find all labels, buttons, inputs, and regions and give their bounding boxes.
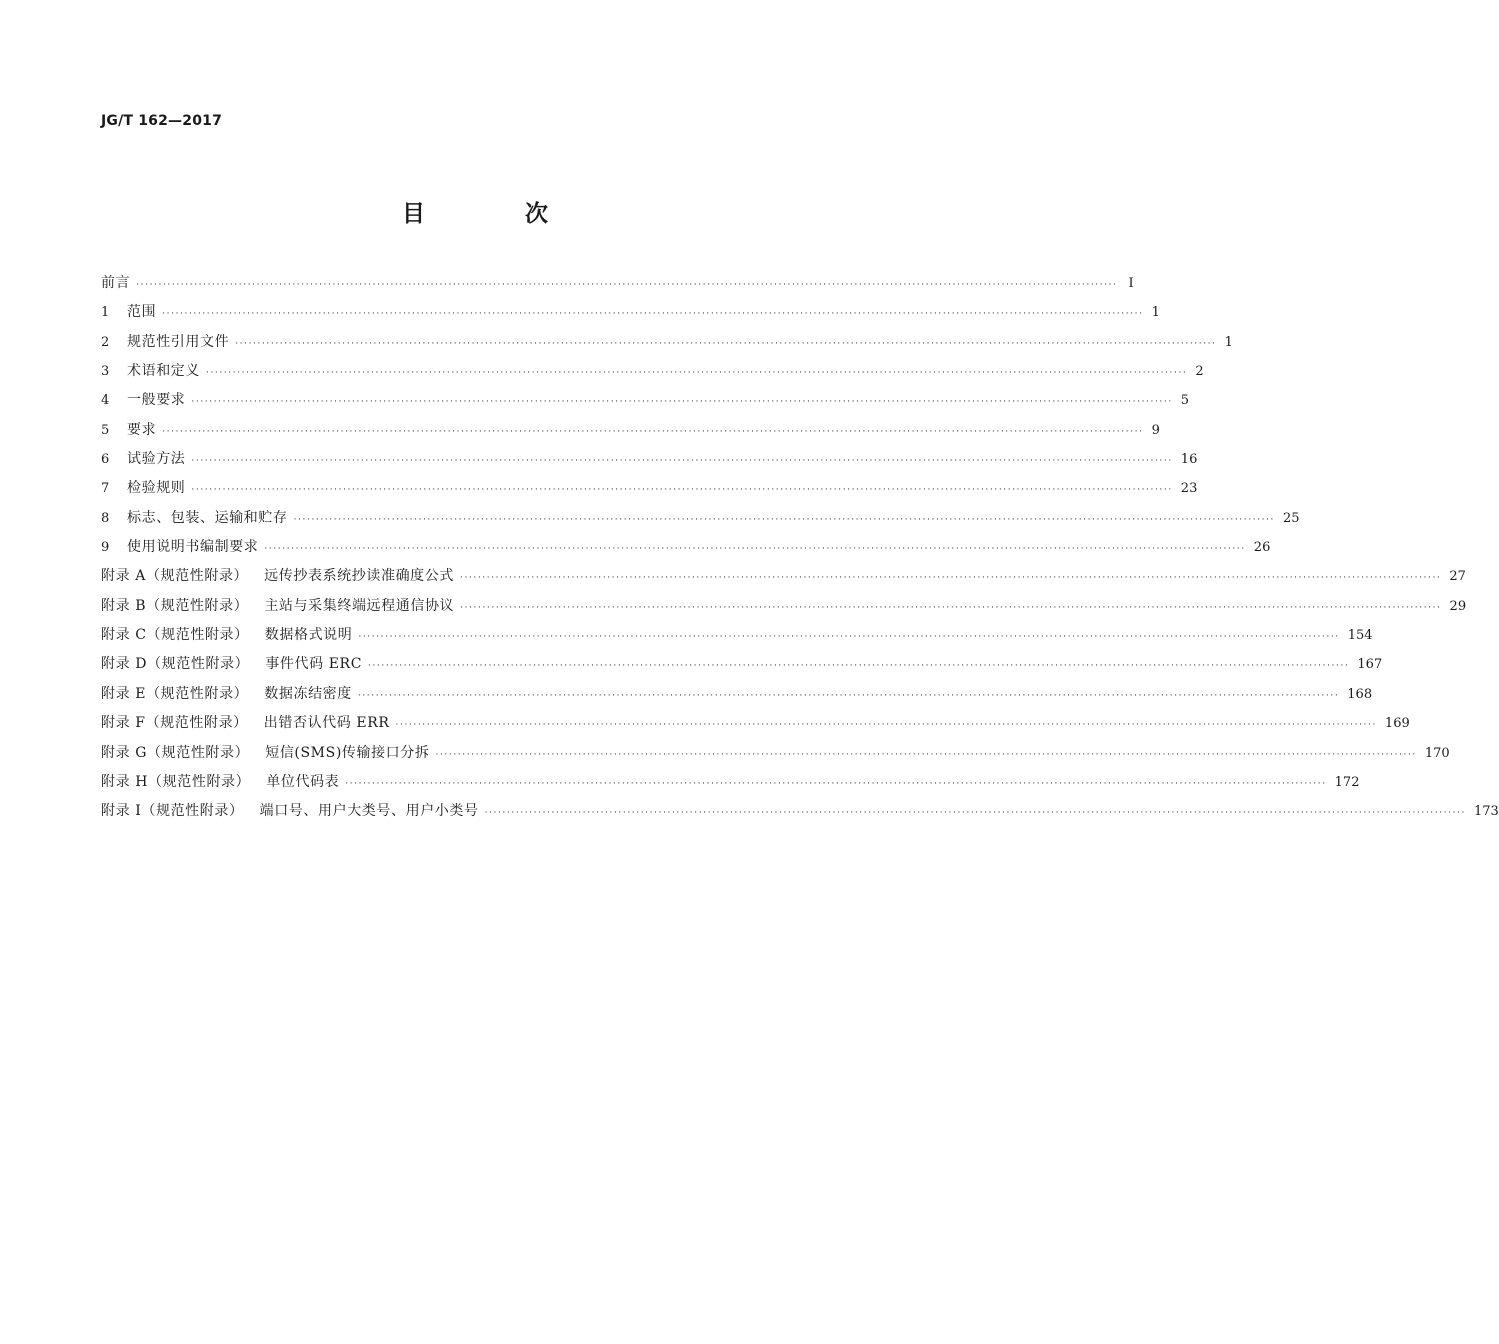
toc-entry-number: 5 bbox=[101, 422, 110, 438]
document-code: JG/T 162—2017 bbox=[101, 113, 223, 129]
toc-entry[interactable] bbox=[101, 448, 1198, 477]
toc-entry[interactable] bbox=[101, 536, 1271, 565]
toc-entry-label: 附录 G（规范性附录） bbox=[101, 744, 250, 761]
toc-dot-leader: ···························································································································································································································· bbox=[235, 338, 1217, 349]
toc-dot-leader: ···························································································································································································································· bbox=[136, 280, 1118, 290]
toc-entry-page-number: 168 bbox=[1347, 686, 1373, 702]
toc-entry[interactable] bbox=[101, 389, 1190, 418]
toc-entry-label: 检验规则 bbox=[127, 480, 186, 497]
toc-entry-page-number: 5 bbox=[1180, 393, 1190, 409]
toc-entry[interactable] bbox=[101, 477, 1198, 506]
toc-entry-appendix-title: 远传抄表系统抄读准确度公式 bbox=[264, 568, 454, 585]
toc-dot-leader: ···························································································································································································································· bbox=[162, 426, 1144, 437]
toc-entry[interactable] bbox=[101, 653, 1383, 682]
toc-dot-leader: ···························································································································································································································· bbox=[460, 602, 1442, 613]
toc-entry-number: 7 bbox=[101, 481, 110, 497]
toc-entry-number: 1 bbox=[101, 305, 110, 321]
toc-entry-page-number: 25 bbox=[1283, 510, 1300, 526]
toc-entry-label: 附录 E（规范性附录） bbox=[101, 685, 249, 702]
toc-entry-page-number: 172 bbox=[1334, 774, 1360, 790]
toc-entry[interactable] bbox=[101, 507, 1300, 536]
toc-entry-page-number: 169 bbox=[1384, 716, 1410, 732]
toc-entry-label: 使用说明书编制要求 bbox=[127, 539, 259, 556]
toc-dot-leader: ···························································································································································································································· bbox=[162, 309, 1144, 320]
toc-entry-number: 6 bbox=[101, 452, 110, 468]
toc-entry[interactable] bbox=[101, 301, 1160, 330]
toc-entry[interactable] bbox=[101, 595, 1467, 624]
toc-entry-page-number: Ⅰ bbox=[1128, 276, 1134, 291]
toc-entry[interactable] bbox=[101, 683, 1373, 712]
toc-dot-leader: ···························································································································································································································· bbox=[191, 485, 1173, 496]
toc-dot-leader: ···························································································································································································································· bbox=[357, 690, 1340, 701]
toc-entry[interactable] bbox=[101, 712, 1410, 741]
toc-entry[interactable] bbox=[101, 624, 1373, 653]
toc-entry[interactable] bbox=[101, 360, 1204, 389]
toc-entry-number: 8 bbox=[101, 510, 110, 526]
table-of-contents bbox=[101, 272, 1499, 830]
toc-entry-page-number: 9 bbox=[1151, 422, 1160, 438]
toc-entry-appendix-title: 事件代码 ERC bbox=[265, 656, 363, 673]
toc-entry-label: 附录 D（规范性附录） bbox=[101, 656, 250, 673]
toc-entry-appendix-title: 端口号、用户大类号、用户小类号 bbox=[259, 803, 479, 820]
toc-dot-leader: ···························································································································································································································· bbox=[459, 573, 1442, 584]
toc-entry-label: 附录 B（规范性附录） bbox=[101, 597, 249, 614]
toc-entry[interactable] bbox=[101, 742, 1450, 771]
toc-dot-leader: ···························································································································································································································· bbox=[368, 661, 1350, 672]
toc-entry-number: 9 bbox=[101, 540, 110, 556]
toc-entry-page-number: 29 bbox=[1449, 598, 1467, 614]
toc-entry-label: 附录 F（规范性附录） bbox=[101, 715, 248, 732]
toc-entry-page-number: 154 bbox=[1347, 628, 1373, 644]
toc-entry[interactable] bbox=[101, 800, 1499, 829]
toc-entry-page-number: 23 bbox=[1180, 481, 1198, 497]
toc-entry-number: 4 bbox=[101, 393, 110, 409]
toc-entry-number: 2 bbox=[101, 334, 110, 350]
toc-entry-page-number: 167 bbox=[1357, 657, 1383, 673]
toc-entry-appendix-title: 单位代码表 bbox=[266, 773, 340, 790]
toc-entry-page-number: 27 bbox=[1449, 569, 1466, 585]
toc-entry[interactable] bbox=[101, 771, 1360, 800]
toc-dot-leader: ···························································································································································································································· bbox=[345, 778, 1327, 789]
page-title: 目 次 bbox=[401, 201, 594, 227]
toc-dot-leader: ···························································································································································································································· bbox=[435, 749, 1417, 760]
toc-dot-leader: ···························································································································································································································· bbox=[358, 632, 1340, 643]
toc-dot-leader: ···························································································································································································································· bbox=[484, 808, 1466, 819]
toc-entry[interactable] bbox=[101, 565, 1466, 594]
toc-entry-label: 一般要求 bbox=[127, 392, 186, 409]
toc-entry-appendix-title: 数据格式说明 bbox=[264, 627, 353, 644]
toc-entry-label: 要求 bbox=[127, 421, 157, 438]
toc-entry-page-number: 1 bbox=[1224, 334, 1233, 350]
toc-dot-leader: ···························································································································································································································· bbox=[191, 397, 1173, 408]
toc-entry-page-number: 26 bbox=[1253, 540, 1271, 556]
toc-dot-leader: ···························································································································································································································· bbox=[264, 544, 1246, 555]
toc-entry-label: 附录 I（规范性附录） bbox=[101, 803, 244, 820]
toc-entry-label: 术语和定义 bbox=[127, 363, 200, 380]
toc-entry[interactable] bbox=[101, 331, 1233, 360]
toc-dot-leader: ···························································································································································································································· bbox=[293, 514, 1275, 525]
toc-entry-label: 试验方法 bbox=[127, 451, 186, 468]
toc-entry-label: 附录 A（规范性附录） bbox=[101, 568, 249, 585]
toc-dot-leader: ···························································································································································································································· bbox=[395, 720, 1377, 731]
toc-entry-page-number: 170 bbox=[1424, 745, 1450, 761]
toc-entry[interactable] bbox=[101, 272, 1134, 301]
toc-entry-number: 3 bbox=[101, 364, 110, 380]
toc-entry-label: 标志、包装、运输和贮存 bbox=[127, 509, 288, 526]
toc-entry-page-number: 2 bbox=[1195, 364, 1204, 380]
toc-entry-appendix-title: 出错否认代码 ERR bbox=[263, 715, 390, 732]
toc-entry-label: 规范性引用文件 bbox=[127, 333, 230, 350]
toc-entry-page-number: 173 bbox=[1473, 804, 1499, 820]
toc-entry-page-number: 16 bbox=[1180, 452, 1198, 468]
toc-entry-label: 附录 H（规范性附录） bbox=[101, 773, 251, 790]
toc-dot-leader: ···························································································································································································································· bbox=[206, 368, 1188, 379]
toc-entry-page-number: 1 bbox=[1151, 305, 1160, 321]
toc-entry-label: 附录 C（规范性附录） bbox=[101, 627, 249, 644]
toc-entry-appendix-title: 短信(SMS)传输接口分拆 bbox=[265, 744, 430, 761]
toc-entry-label: 前言 bbox=[101, 275, 131, 291]
toc-dot-leader: ···························································································································································································································· bbox=[191, 456, 1173, 467]
toc-entry[interactable] bbox=[101, 419, 1160, 448]
toc-entry-appendix-title: 数据冻结密度 bbox=[264, 685, 352, 702]
toc-entry-appendix-title: 主站与采集终端远程通信协议 bbox=[264, 597, 455, 614]
toc-entry-label: 范围 bbox=[127, 304, 157, 321]
